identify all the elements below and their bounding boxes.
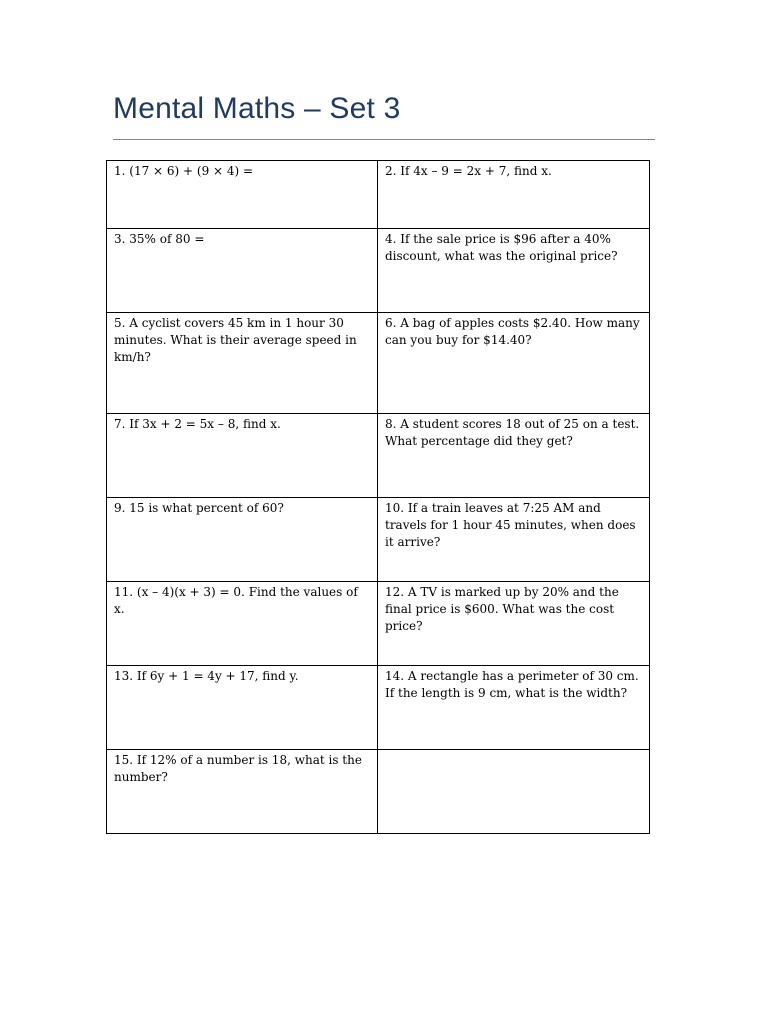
question-cell: 6. A bag of apples costs $2.40. How many can you buy for $14.40? — [378, 313, 650, 414]
question-cell: 4. If the sale price is $96 after a 40% discount, what was the original price? — [378, 229, 650, 313]
question-cell: 10. If a train leaves at 7:25 AM and travels for 1 hour 45 minutes, when does it arrive? — [378, 498, 650, 582]
question-cell: 15. If 12% of a number is 18, what is the number? — [107, 750, 378, 834]
table-row — [107, 498, 650, 582]
question-cell: 11. (x – 4)(x + 3) = 0. Find the values of x. — [107, 582, 378, 666]
title-underline — [113, 139, 655, 140]
table-row — [107, 414, 650, 498]
question-cell: 12. A TV is marked up by 20% and the final price is $600. What was the cost price? — [378, 582, 650, 666]
question-cell: 7. If 3x + 2 = 5x – 8, find x. — [107, 414, 378, 498]
question-cell: 8. A student scores 18 out of 25 on a test. What percentage did they get? — [378, 414, 650, 498]
table-row — [107, 666, 650, 750]
table-row — [107, 582, 650, 666]
questions-table — [106, 160, 650, 834]
question-cell: 13. If 6y + 1 = 4y + 17, find y. — [107, 666, 378, 750]
question-cell: 14. A rectangle has a perimeter of 30 cm. If the length is 9 cm, what is the width? — [378, 666, 650, 750]
page-title: Mental Maths – Set 3 — [113, 92, 401, 125]
table-row — [107, 313, 650, 414]
table-row — [107, 161, 650, 229]
empty-cell — [378, 750, 650, 834]
table-row — [107, 750, 650, 834]
question-cell: 2. If 4x – 9 = 2x + 7, find x. — [378, 161, 650, 229]
question-cell: 5. A cyclist covers 45 km in 1 hour 30 minutes. What is their average speed in km/h? — [107, 313, 378, 414]
table-row — [107, 229, 650, 313]
question-cell: 3. 35% of 80 = — [107, 229, 378, 313]
question-cell: 1. (17 × 6) + (9 × 4) = — [107, 161, 378, 229]
question-cell: 9. 15 is what percent of 60? — [107, 498, 378, 582]
